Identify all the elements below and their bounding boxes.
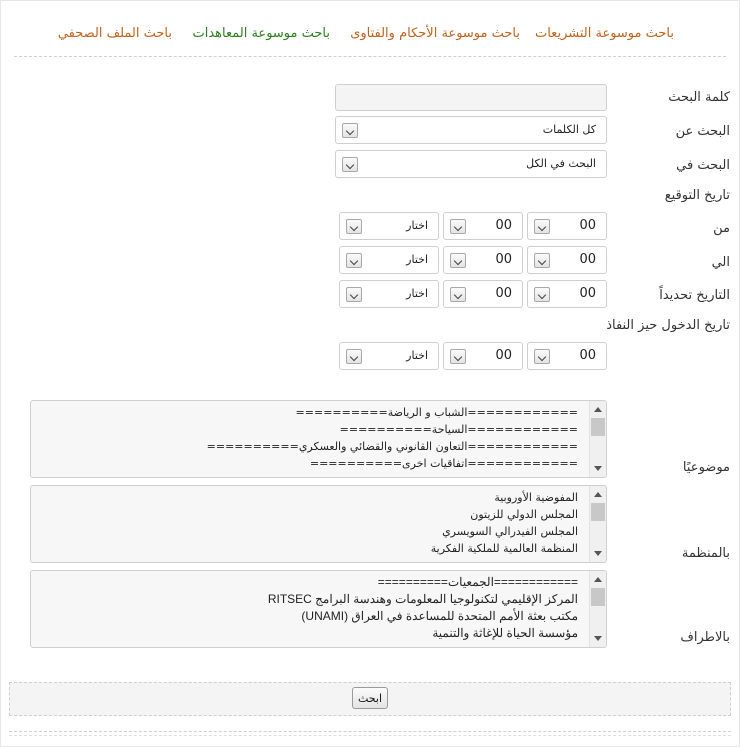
scroll-down-icon[interactable] [594, 636, 602, 641]
exact-day-value: 00 [579, 286, 596, 301]
to-year-select[interactable] [339, 246, 439, 274]
search-for-select[interactable] [335, 116, 607, 144]
scroll-down-icon[interactable] [594, 466, 602, 471]
scroll-thumb[interactable] [591, 418, 605, 436]
tab-judgments[interactable]: باحث موسوعة الأحكام والفتاوى [350, 26, 520, 41]
list-item[interactable]: المنظمة العالمية للملكية الفكرية [430, 542, 578, 555]
search-in-label: البحث في [676, 158, 730, 173]
effective-month-select[interactable] [443, 342, 523, 370]
effective-year-select[interactable] [339, 342, 439, 370]
tab-press[interactable]: باحث الملف الصحفي [57, 26, 172, 41]
parties-listbox[interactable] [30, 570, 607, 648]
effective-year-value: اختار [406, 349, 428, 362]
from-label: من [713, 221, 730, 236]
subject-listbox[interactable] [30, 400, 607, 478]
list-item[interactable]: ============التعاون القانوني والقضائي والعسكري========== [206, 440, 578, 453]
to-month-value: 00 [495, 252, 512, 267]
effective-date-label: تاريخ الدخول حيز النفاذ [606, 318, 730, 333]
exact-month-value: 00 [495, 286, 512, 301]
list-item[interactable]: ============السياحة========== [339, 423, 578, 436]
list-item[interactable]: مكتب بعثة الأمم المتحدة للمساعدة في العراق (UNAMI) [301, 609, 578, 623]
scroll-up-icon[interactable] [594, 577, 602, 582]
tab-bar [0, 26, 740, 46]
org-listbox[interactable] [30, 485, 607, 563]
chevron-down-icon [534, 253, 550, 268]
effective-day-select[interactable] [527, 342, 607, 370]
exact-year-select[interactable] [339, 280, 439, 308]
search-button[interactable]: ابحث [352, 687, 388, 709]
chevron-down-icon [450, 349, 466, 364]
list-item[interactable]: ============الجمعيات========== [377, 575, 578, 589]
tab-legislation[interactable]: باحث موسوعة التشريعات [534, 26, 674, 41]
search-for-value: كل الكلمات [542, 123, 596, 136]
chevron-down-icon [346, 253, 362, 268]
from-month-select[interactable] [443, 212, 523, 240]
list-item[interactable]: ============الشباب و الرياضة========== [295, 406, 578, 419]
to-day-value: 00 [579, 252, 596, 267]
chevron-down-icon [342, 157, 358, 172]
from-year-select[interactable] [339, 212, 439, 240]
chevron-down-icon [346, 349, 362, 364]
scroll-down-icon[interactable] [594, 551, 602, 556]
chevron-down-icon [534, 349, 550, 364]
bottom-divider [9, 731, 731, 732]
keyword-label: كلمة البحث [668, 90, 730, 105]
chevron-down-icon [534, 219, 550, 234]
exact-month-select[interactable] [443, 280, 523, 308]
to-day-select[interactable] [527, 246, 607, 274]
scrollbar[interactable] [589, 401, 606, 477]
list-item[interactable]: المجلس الفيدرالي السويسري [442, 525, 578, 538]
effective-month-value: 00 [495, 348, 512, 363]
tab-treaties[interactable]: باحث موسوعة المعاهدات [192, 26, 330, 41]
chevron-down-icon [450, 253, 466, 268]
scroll-up-icon[interactable] [594, 407, 602, 412]
effective-day-value: 00 [579, 348, 596, 363]
scroll-up-icon[interactable] [594, 492, 602, 497]
subject-label: موضوعيًا [682, 460, 730, 475]
sign-date-label: تاريخ التوقيع [664, 188, 730, 203]
bottom-divider [9, 735, 731, 736]
from-year-value: اختار [406, 219, 428, 232]
exact-date-label: التاريخ تحديداً [659, 288, 730, 303]
list-item[interactable]: مؤسسة الحياة للإغاثة والتنمية [432, 626, 578, 640]
exact-day-select[interactable] [527, 280, 607, 308]
chevron-down-icon [346, 287, 362, 302]
scrollbar[interactable] [589, 571, 606, 647]
keyword-input[interactable] [335, 84, 607, 111]
from-day-value: 00 [579, 218, 596, 233]
list-item[interactable]: المجلس الدولي للزيتون [470, 508, 578, 521]
scrollbar[interactable] [589, 486, 606, 562]
to-label: الي [711, 255, 730, 270]
scroll-thumb[interactable] [591, 588, 605, 606]
to-month-select[interactable] [443, 246, 523, 274]
list-item[interactable]: ============اتفاقيات اخرى========== [309, 457, 578, 470]
scroll-thumb[interactable] [591, 503, 605, 521]
list-item[interactable]: المفوضية الأوروبية [494, 491, 578, 504]
chevron-down-icon [534, 287, 550, 302]
search-in-value: البحث في الكل [526, 157, 596, 170]
chevron-down-icon [346, 219, 362, 234]
chevron-down-icon [342, 123, 358, 138]
org-label: بالمنظمة [681, 546, 730, 561]
tab-divider [14, 56, 726, 57]
exact-year-value: اختار [406, 287, 428, 300]
search-for-label: البحث عن [675, 124, 730, 139]
chevron-down-icon [450, 287, 466, 302]
chevron-down-icon [450, 219, 466, 234]
list-item[interactable]: المركز الإقليمي لتكنولوجيا المعلومات وهندسة البرامج RITSEC [267, 592, 578, 606]
from-month-value: 00 [495, 218, 512, 233]
search-in-select[interactable] [335, 150, 607, 178]
to-year-value: اختار [406, 253, 428, 266]
parties-label: بالاطراف [680, 630, 730, 645]
from-day-select[interactable] [527, 212, 607, 240]
